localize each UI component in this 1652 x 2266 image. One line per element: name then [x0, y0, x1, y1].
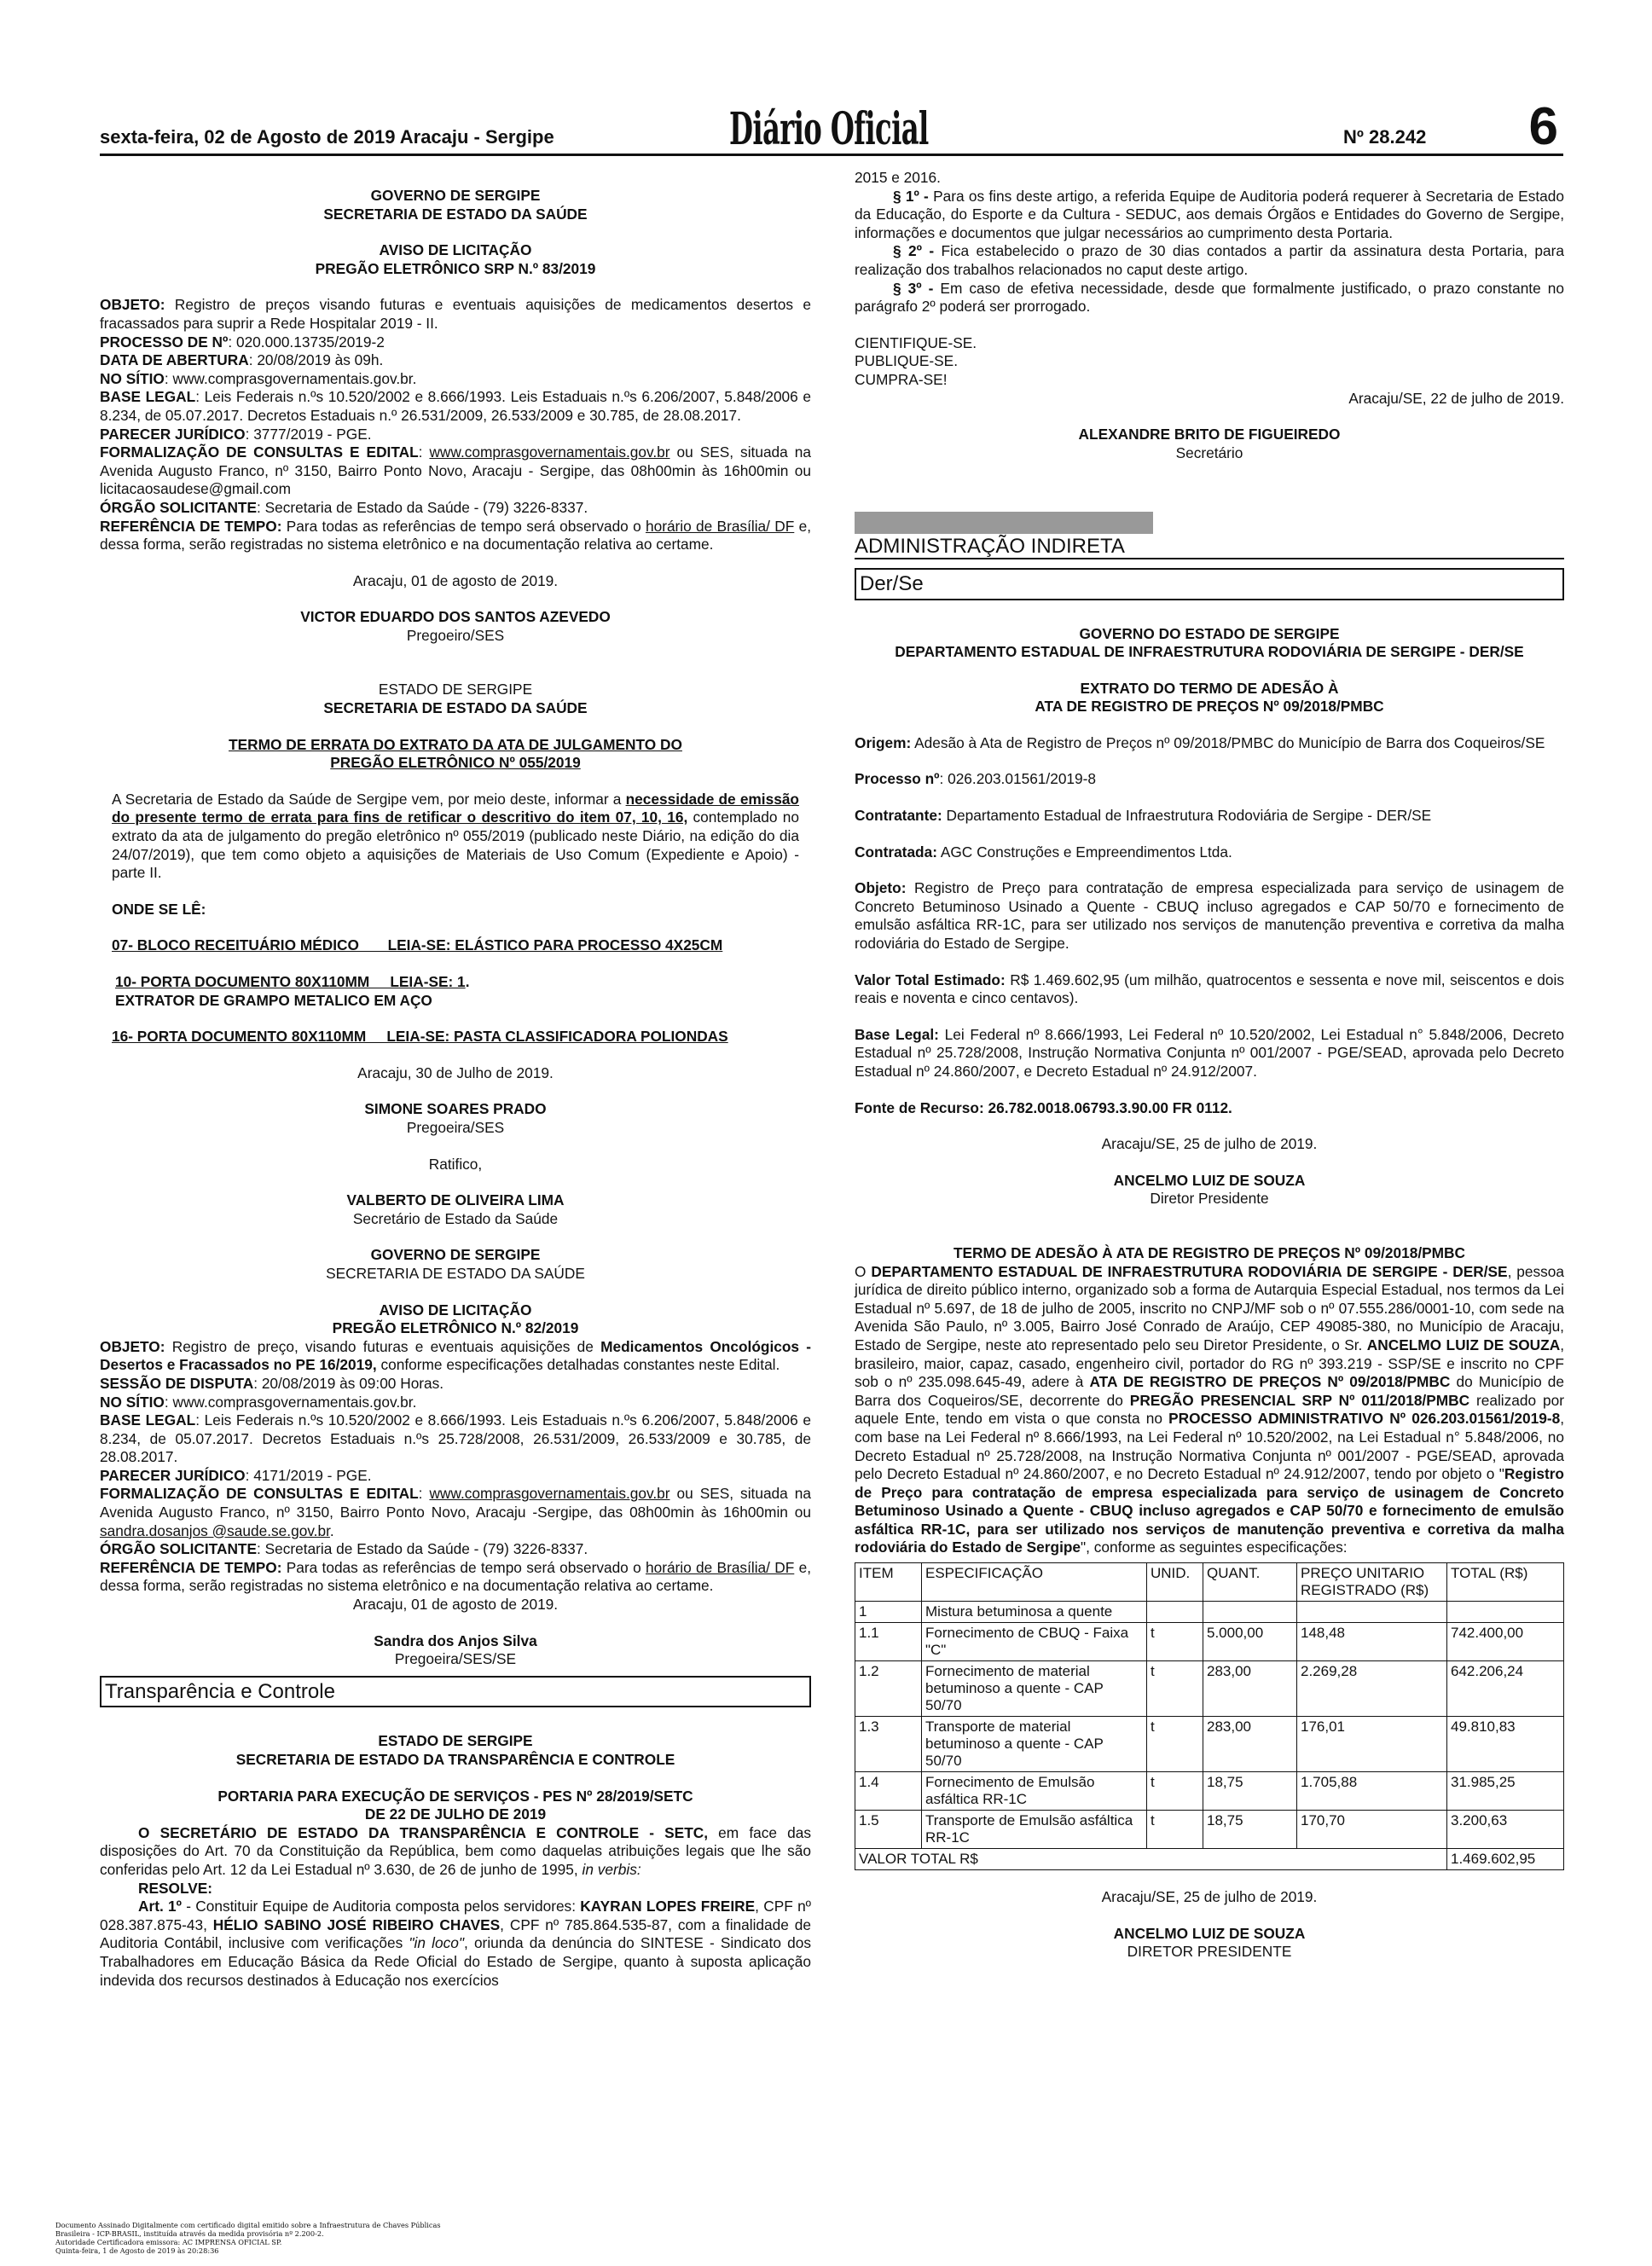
paragraph: § 1º - Para os fins deste artigo, a referida Equipe de Auditoria poderá requerer à Secretaria de Estado da Educação, do Esporte e da Cultura - SEDUC, aos demais Órgãos e Entidades do Governo de Sergipe, informações e documentos que julgar necessários ao cumprimento desta Portaria.: [855, 187, 1564, 241]
paragraph: REFERÊNCIA DE TEMPO: Para todas as referências de tempo será observado o horário de Brasília/ DF e, dessa forma, serão registradas no sistema eletrônico e na documentação relativa ao certame.: [100, 517, 811, 553]
table-header: UNID.: [1147, 1563, 1203, 1602]
table-cell: 18,75: [1203, 1772, 1297, 1811]
paragraph: 2015 e 2016.: [855, 169, 941, 186]
table-cell: [1147, 1602, 1203, 1623]
table-total-row: [855, 1849, 1564, 1870]
table-cell: 2.269,28: [1297, 1661, 1447, 1717]
heading: PORTARIA PARA EXECUÇÃO DE SERVIÇOS - PES Nº 28/2019/SETC: [217, 1787, 693, 1805]
signature-name: ANCELMO LUIZ DE SOUZA: [1113, 1924, 1306, 1942]
table-cell: 31.985,25: [1447, 1772, 1564, 1811]
signature-role: Pregoeira/SES/SE: [394, 1650, 517, 1668]
table-cell: 1.2: [855, 1661, 922, 1717]
page-number: 6: [1528, 97, 1558, 156]
paragraph: Origem: Adesão à Ata de Registro de Preços nº 09/2018/PMBC do Município de Barra dos Coqueiros/SE: [855, 733, 1545, 751]
paragraph: BASE LEGAL: Leis Federais n.ºs 10.520/2002 e 8.666/1993. Leis Estaduais n.ºs 6.206/2007, 5.848/2006 e 8.234, de 05.07.2017. Decretos Estaduais n.ºs 25.728/2008, 26.531/2009, 26.533/2009 e 30.785, de 28.08.2017.: [100, 1411, 811, 1466]
paragraph: Valor Total Estimado: R$ 1.469.602,95 (um milhão, quatrocentos e sessenta e nove mil, seiscentos e dois reais e noventa e cinco centavos).: [855, 971, 1564, 1007]
table-cell: Transporte de Emulsão asfáltica RR-1C: [922, 1811, 1147, 1849]
table-row: [855, 1602, 1564, 1623]
table-cell: 642.206,24: [1447, 1661, 1564, 1717]
paragraph: Fonte de Recurso: 26.782.0018.06793.3.90.00 FR 0112.: [855, 1098, 1232, 1116]
closing-line: PUBLIQUE-SE.: [855, 352, 959, 370]
paragraph: § 2º - Fica estabelecido o prazo de 30 dias contados a partir da assinatura desta Portaria, para realização dos trabalhos relacionados no caput deste artigo.: [855, 242, 1564, 278]
page-header: [100, 98, 1563, 156]
total-label: VALOR TOTAL R$: [855, 1849, 1447, 1870]
heading: GOVERNO DO ESTADO DE SERGIPE: [1079, 624, 1340, 642]
total-value: 1.469.602,95: [1447, 1849, 1564, 1870]
table-cell: t: [1147, 1661, 1203, 1717]
table-row: [855, 1661, 1564, 1717]
heading: PREGÃO ELETRÔNICO N.º 82/2019: [332, 1319, 579, 1337]
table-cell: 1.1: [855, 1623, 922, 1661]
signature-name: VICTOR EDUARDO DOS SANTOS AZEVEDO: [300, 608, 611, 626]
table-header: PREÇO UNITARIO REGISTRADO (R$): [1297, 1563, 1447, 1602]
table-cell: Fornecimento de Emulsão asfáltica RR-1C: [922, 1772, 1147, 1811]
heading: DEPARTAMENTO ESTADUAL DE INFRAESTRUTURA RODOVIÁRIA DE SERGIPE - DER/SE: [895, 643, 1524, 661]
paragraph: Objeto: Registro de Preço para contratação de empresa especializada para serviço de usinagem de Concreto Betuminoso Usinado a Quente - CBUQ incluso agregados e CAP 50/70 e fornecimento de emulsão asfáltica RR-1C, para ser utilizado nos serviços de manutenção preventiva e corretiva da malha rodoviária do Estado de Sergipe.: [855, 879, 1564, 953]
paragraph: PROCESSO DE Nº: 020.000.13735/2019-2: [100, 333, 385, 351]
table-cell: [1447, 1602, 1564, 1623]
table-cell: t: [1147, 1623, 1203, 1661]
paragraph: DATA DE ABERTURA: 20/08/2019 às 09h.: [100, 351, 384, 369]
heading: AVISO DE LICITAÇÃO: [379, 1301, 532, 1318]
table-cell: 1.5: [855, 1811, 922, 1849]
heading: SECRETARIA DE ESTADO DA SAÚDE: [323, 205, 588, 223]
table-cell: 170,70: [1297, 1811, 1447, 1849]
heading: GOVERNO DE SERGIPE: [370, 187, 541, 204]
paragraph: NO SÍTIO: www.comprasgovernamentais.gov.br.: [100, 1393, 417, 1411]
table-header: QUANT.: [1203, 1563, 1297, 1602]
paragraph: Contratada: AGC Construções e Empreendimentos Ltda.: [855, 843, 1232, 861]
link[interactable]: www.comprasgovernamentais.gov.br: [429, 1485, 670, 1503]
paragraph: BASE LEGAL: Leis Federais n.ºs 10.520/2002 e 8.666/1993. Leis Estaduais n.ºs 6.206/2007, 5.848/2006 e 8.234, de 05.07.2017. Decretos Estaduais n.º 26.531/2009, 26.533/2009 e 30.785, de 28.08.2017.: [100, 388, 811, 424]
section-title-administracao: ADMINISTRAÇÃO INDIRETA: [855, 534, 1564, 559]
table-row: [855, 1772, 1564, 1811]
date-line: Aracaju/SE, 22 de julho de 2019.: [1348, 389, 1564, 407]
table-cell: 148,48: [1297, 1623, 1447, 1661]
paragraph: Processo nº: 026.203.01561/2019-8: [855, 770, 1097, 788]
signature-role: Pregoeira/SES: [406, 1118, 505, 1136]
table-cell: 283,00: [1203, 1717, 1297, 1772]
table-cell: Transporte de material betuminoso a quente - CAP 50/70: [922, 1717, 1147, 1772]
link[interactable]: www.comprasgovernamentais.gov.br: [429, 443, 670, 461]
heading: AVISO DE LICITAÇÃO: [379, 241, 532, 259]
signature-name: Sandra dos Anjos Silva: [374, 1631, 537, 1649]
date-line: Aracaju/SE, 25 de julho de 2019.: [1101, 1888, 1318, 1906]
table-cell: t: [1147, 1717, 1203, 1772]
table-cell: 176,01: [1297, 1717, 1447, 1772]
paragraph: ÓRGÃO SOLICITANTE: Secretaria de Estado da Saúde - (79) 3226-8337.: [100, 498, 588, 516]
heading: DE 22 DE JULHO DE 2019: [364, 1805, 547, 1823]
signature-name: VALBERTO DE OLIVEIRA LIMA: [346, 1191, 565, 1209]
signature-name: SIMONE SOARES PRADO: [364, 1100, 547, 1118]
table-cell: 18,75: [1203, 1811, 1297, 1849]
table-header: ESPECIFICAÇÃO: [922, 1563, 1147, 1602]
paragraph: Art. 1º - Constituir Equipe de Auditoria composta pelos servidores: KAYRAN LOPES FREIRE, CPF nº 028.387.875-43, HÉLIO SABINO JOSÉ RIBEIRO CHAVES, CPF nº 785.864.535-87, com a finalidade de Auditoria Contábil, inclusive com verificações "in loco", oriunda da denúncia do SINTESE - Sindicato dos Trabalhadores em Educação Básica da Rede Oficial do Estado de Sergipe, quanto à suposta aplicação indevida dos recursos destinados à Educação nos exercícios: [100, 1898, 811, 1989]
heading: ATA DE REGISTRO DE PREÇOS Nº 09/2018/PMBC: [1035, 698, 1384, 716]
list-item: 10- PORTA DOCUMENTO 80X110MM LEIA-SE: 1.: [115, 973, 470, 990]
heading: SECRETARIA DE ESTADO DA TRANSPARÊNCIA E CONTROLE: [235, 1751, 675, 1768]
masthead: Diário Oficial: [729, 103, 929, 155]
paragraph: REFERÊNCIA DE TEMPO: Para todas as referências de tempo será observado o horário de Brasília/ DF e, dessa forma, serão registradas no sistema eletrônico e na documentação relativa ao certame.: [100, 1558, 811, 1595]
table-cell: 1.3: [855, 1717, 922, 1772]
heading: RESOLVE:: [138, 1879, 213, 1897]
table-cell: t: [1147, 1772, 1203, 1811]
table-cell: [1297, 1602, 1447, 1623]
table-cell: 1.4: [855, 1772, 922, 1811]
paragraph: Contratante: Departamento Estadual de Infraestrutura Rodoviária de Sergipe - DER/SE: [855, 807, 1432, 825]
table-row: [855, 1811, 1564, 1849]
paragraph: PARECER JURÍDICO: 4171/2019 - PGE.: [100, 1466, 372, 1484]
digital-signature-note: Documento Assinado Digitalmente com certificado digital emitido sobre a Infraestrutura de Chaves Públicas Brasileira - ICP-BRASIL, instituída através da medida provisória nº 2.200-2. Autoridade Certificadora emissora: AC IMPRENSA OFICIAL SP. Quinta-feira, 1 de Agosto de 2019 às 20:28:36: [55, 2221, 441, 2255]
table-cell: 742.400,00: [1447, 1623, 1564, 1661]
table-cell: Fornecimento de CBUQ - Faixa "C": [922, 1623, 1147, 1661]
section-title-der: Der/Se: [855, 568, 1564, 600]
list-item: 16- PORTA DOCUMENTO 80X110MM LEIA-SE: PASTA CLASSIFICADORA POLIONDAS: [112, 1028, 728, 1046]
table-cell: Mistura betuminosa a quente: [922, 1602, 1147, 1623]
table-row: [855, 1623, 1564, 1661]
table-cell: [1203, 1602, 1297, 1623]
heading: PREGÃO ELETRÔNICO Nº 055/2019: [330, 754, 581, 772]
paragraph: PARECER JURÍDICO: 3777/2019 - PGE.: [100, 425, 372, 443]
paragraph: FORMALIZAÇÃO DE CONSULTAS E EDITAL: www.comprasgovernamentais.gov.br ou SES, situada na Avenida Augusto Franco, nº 3150, Bairro Ponto Novo, Aracaju - Sergipe, das 08h00min às 16h00min ou licitacaosaudese@gmail.com: [100, 443, 811, 498]
table-cell: 1: [855, 1602, 922, 1623]
list-item: 07- BLOCO RECEITUÁRIO MÉDICO LEIA-SE: ELÁSTICO PARA PROCESSO 4X25CM: [112, 936, 723, 954]
email-link[interactable]: sandra.dosanjos @saude.se.gov.br: [100, 1521, 330, 1539]
heading: PREGÃO ELETRÔNICO SRP N.º 83/2019: [315, 259, 596, 277]
signature-role: Secretário: [1175, 443, 1243, 461]
paragraph: Base Legal: Lei Federal nº 8.666/1993, Lei Federal nº 10.520/2002, Lei Estadual n° 5.848/2006, Decreto Estadual nº 25.728/2008, Instrução Normativa Conjunta nº 001/2007 - PGE/SEAD, aprovada pelo Decreto Estadual nº 24.860/2007, e Decreto Estadual nº 24.912/2007.: [855, 1025, 1564, 1080]
table-row: [855, 1717, 1564, 1772]
heading: GOVERNO DE SERGIPE: [370, 1246, 541, 1264]
paragraph: O DEPARTAMENTO ESTADUAL DE INFRAESTRUTURA RODOVIÁRIA DE SERGIPE - DER/SE, pessoa jurídica de direito público interno, organizado sob a forma de Autarquia Especial Estadual, nos termos da Lei Estadual nº 5.697, de 18 de julho de 2005, inscrito no CNPJ/MF sob o nº 07.555.286/0001-10, com sede na Avenida São Paulo, nº 3.005, Bairro José Conrado de Araújo, CEP 49085-380, no Município de Aracaju, Estado de Sergipe, neste ato representado pelo seu Diretor Presidente, o Sr. ANCELMO LUIZ DE SOUZA, brasileiro, maior, capaz, casado, engenheiro civil, portador do RG nº 393.219 - SSP/SE e inscrito no CPF sob o nº 235.098.645-49, adere à ATA DE REGISTRO DE PREÇOS Nº 09/2018/PMBC do Município de Barra dos Coqueiros/SE, decorrente do PREGÃO PRESENCIAL SRP Nº 011/2018/PMBC realizado por aquele Ente, tendo em vista o que consta no PROCESSO ADMINISTRATIVO Nº 026.203.01561/2019-8, com base na Lei Federal nº 8.666/1993, na Lei Federal nº 10.520/2002, na Lei Estadual n° 5.848/2006, no Decreto Estadual nº 25.728/2008, na Instrução Normativa Conjunta nº 001/2007 - PGE/SEAD, aprovada pelo Decreto Estadual nº 24.860/2007, e no Decreto Estadual nº 24.912/2007, tendo por objeto o "Registro de Preço para contratação de empresa especializada para serviço de usinagem de Concreto Betuminoso Usinado a Quente - CBUQ incluso agregados e CAP 50/70 e fornecimento de emulsão asfáltica RR-1C, para ser utilizado nos serviços de manutenção preventiva e corretiva da malha rodoviária do Estado de Sergipe", conforme as seguintes especificações:: [855, 1262, 1565, 1556]
date-line: Aracaju/SE, 25 de julho de 2019.: [1101, 1135, 1318, 1153]
table-cell: t: [1147, 1811, 1203, 1849]
table-cell: Fornecimento de material betuminoso a quente - CAP 50/70: [922, 1661, 1147, 1717]
paragraph: O SECRETÁRIO DE ESTADO DA TRANSPARÊNCIA E CONTROLE - SETC, em face das disposições do Art. 70 da Constituição da República, bem como daquelas atribuições legais que lhe são conferidas pelo Art. 12 da Lei Estadual nº 3.630, de 26 de junho de 1995, in verbis:: [100, 1823, 811, 1878]
signature-role: DIRETOR PRESIDENTE: [1127, 1943, 1292, 1961]
paragraph: A Secretaria de Estado da Saúde de Sergipe vem, por meio deste, informar a necessidade de emissão do presente termo de errata para fins de retificar o descritivo do item 07, 10, 16, contemplado no extrato da ata de julgamento do pregão eletrônico nº 055/2019 (publicado neste Diário, na edição do dia 24/07/2019), que tem como objeto a aquisições de Materiais de Uso Comum (Expediente e Apoio) - parte II.: [112, 790, 799, 882]
section-bar: [855, 512, 1153, 534]
table-cell: 3.200,63: [1447, 1811, 1564, 1849]
table-header: ITEM: [855, 1563, 922, 1602]
paragraph: NO SÍTIO: www.comprasgovernamentais.gov.br.: [100, 369, 417, 387]
closing-line: CUMPRA-SE!: [855, 370, 948, 388]
heading: TERMO DE ADESÃO À ATA DE REGISTRO DE PREÇOS Nº 09/2018/PMBC: [953, 1243, 1466, 1261]
table-cell: 5.000,00: [1203, 1623, 1297, 1661]
heading: ONDE SE LÊ:: [112, 900, 206, 918]
table-header-row: [855, 1563, 1564, 1602]
paragraph: FORMALIZAÇÃO DE CONSULTAS E EDITAL: www.comprasgovernamentais.gov.br ou SES, situada na Avenida Augusto Franco, nº 3150, Bairro Ponto Novo, Aracaju -Sergipe, das 08h00min às 16h00min ou sandra.dosanjos @saude.se.gov.br.: [100, 1485, 811, 1539]
paragraph: § 3º - Em caso de efetiva necessidade, desde que formalmente justificado, o prazo constante no parágrafo 2º poderá ser prorrogado.: [855, 279, 1564, 316]
paragraph: SESSÃO DE DISPUTA: 20/08/2019 às 09:00 Horas.: [100, 1374, 444, 1392]
paragraph: ÓRGÃO SOLICITANTE: Secretaria de Estado da Saúde - (79) 3226-8337.: [100, 1540, 588, 1558]
signature-role: Pregoeiro/SES: [406, 626, 505, 644]
table-cell: 283,00: [1203, 1661, 1297, 1717]
heading: SECRETARIA DE ESTADO DA SAÚDE: [326, 1264, 585, 1282]
date-line: Aracaju, 01 de agosto de 2019.: [352, 1596, 559, 1614]
paragraph: OBJETO: Registro de preço, visando futuras e eventuais aquisições de Medicamentos Oncológicos - Desertos e Fracassados no PE 16/2019, conforme especificações detalhadas constantes neste Edital.: [100, 1337, 811, 1374]
heading: TERMO DE ERRATA DO EXTRATO DA ATA DE JULGAMENTO DO: [229, 735, 682, 753]
right-column: [855, 169, 1564, 1962]
table-header: TOTAL (R$): [1447, 1563, 1564, 1602]
header-date: sexta-feira, 02 de Agosto de 2019 Aracaju - Sergipe: [100, 126, 554, 148]
ratify-line: Ratifico,: [428, 1155, 483, 1173]
paragraph: OBJETO: Registro de preços visando futuras e eventuais aquisições de medicamentos desertos e fracassados para suprir a Rede Hospitalar 2019 - II.: [100, 296, 811, 332]
list-item: EXTRATOR DE GRAMPO METALICO EM AÇO: [115, 991, 432, 1009]
price-table: [855, 1562, 1564, 1870]
signature-name: ANCELMO LUIZ DE SOUZA: [1113, 1171, 1306, 1189]
table-cell: 49.810,83: [1447, 1717, 1564, 1772]
edition-number: Nº 28.242: [1343, 126, 1427, 148]
heading: ESTADO DE SERGIPE: [378, 681, 533, 698]
signature-role: Secretário de Estado da Saúde: [352, 1209, 559, 1227]
table-cell: 1.705,88: [1297, 1772, 1447, 1811]
heading: EXTRATO DO TERMO DE ADESÃO À: [1080, 679, 1339, 697]
signature-role: Diretor Presidente: [1150, 1190, 1269, 1208]
heading: ESTADO DE SERGIPE: [378, 1732, 533, 1750]
heading: SECRETARIA DE ESTADO DA SAÚDE: [323, 699, 588, 717]
date-line: Aracaju, 30 de Julho de 2019.: [357, 1063, 554, 1081]
signature-name: ALEXANDRE BRITO DE FIGUEIREDO: [1078, 426, 1341, 443]
date-line: Aracaju, 01 de agosto de 2019.: [352, 571, 559, 589]
closing-line: CIENTIFIQUE-SE.: [855, 333, 977, 351]
section-title-transparencia: Transparência e Controle: [100, 1676, 811, 1708]
left-column: [100, 169, 811, 1990]
